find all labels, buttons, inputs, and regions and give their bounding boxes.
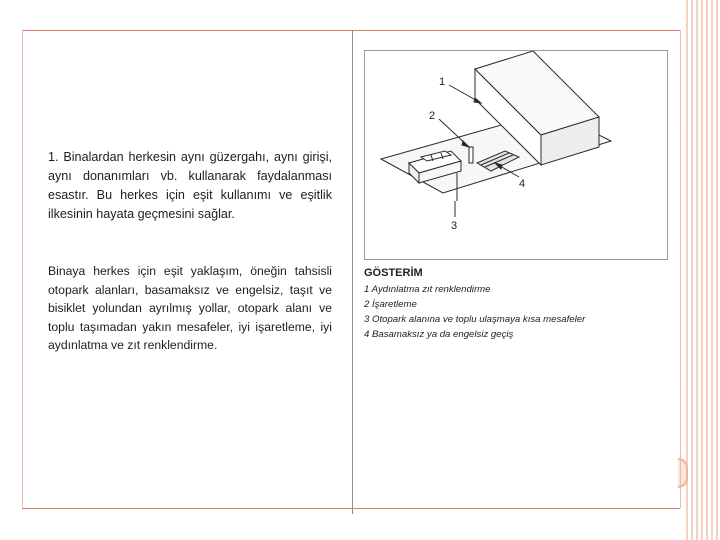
callout-1: 1 [439,76,446,88]
legend-title: GÖSTERİM [364,267,423,279]
building-drawing [365,51,667,259]
callout-4: 4 [519,178,526,190]
building-illustration [364,50,668,260]
legend-item: 1 Aydınlatma zıt renklendirme [364,284,491,295]
paragraph-examples: Binaya herkes için eşit yaklaşım, öneğin tahsisli otopark alanları, basamaksız ve engelsiz, taşıt ve bisiklet yolundan ayrılmış yollar, otopark alanı ve toplu taşımadan yakın mesafeler, iyi işaretleme, iyi aydınlatma ve zıt renklendirme. [48,264,332,352]
callout-3: 3 [451,220,458,232]
column-divider [352,30,353,514]
bottom-rule [22,508,680,509]
right-border [680,30,681,508]
left-border [22,30,23,508]
legend-item: 4 Basamaksız ya da engelsiz geçiş [364,329,514,340]
sign-post [469,147,473,163]
legend-item: 3 Otopark alanına ve toplu ulaşmaya kısa mesafeler [364,314,586,325]
paragraph-principle: 1. Binalardan herkesin aynı güzergahı, aynı girişi, aynı donanımları vb. kullanarak faydalanması esastır. Bu herkes için eşit kullanımı ve eşitlik ilkesinin hayata geçmesini sağlar. [48,150,332,221]
top-rule [22,30,680,31]
legend [364,266,664,342]
callout-2: 2 [429,110,436,122]
legend-item: 2 İşaretleme [364,299,417,310]
decorative-stripes [686,0,720,540]
